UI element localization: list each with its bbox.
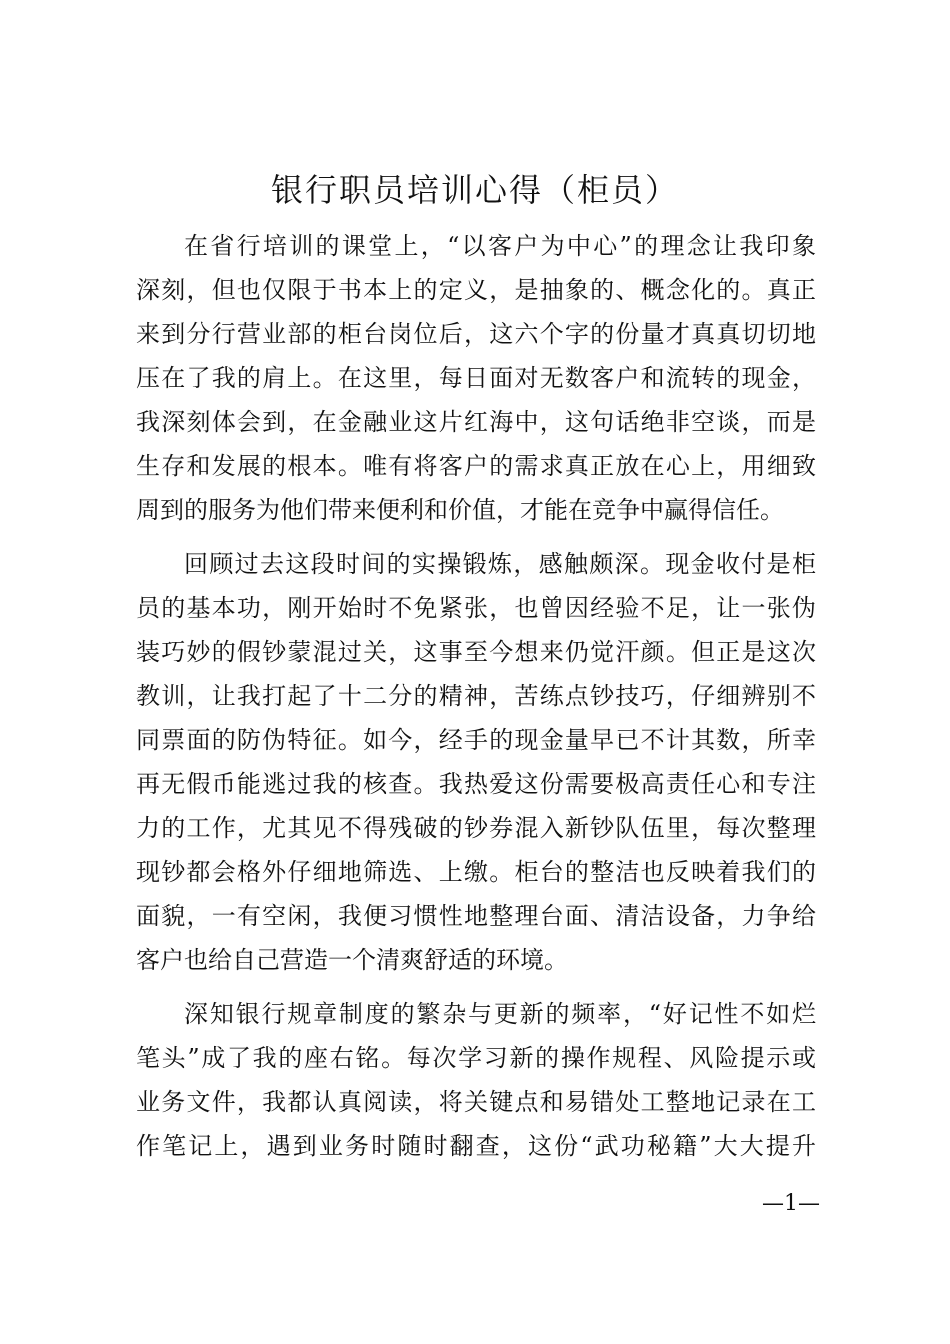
text-line: 来到分行营业部的柜台岗位后，这六个字的份量才真真切切地 xyxy=(136,320,816,348)
text-line: 业务文件，我都认真阅读，将关键点和易错处工整地记录在工 xyxy=(136,1088,816,1116)
page-title: 银行职员培训心得（柜员） xyxy=(270,171,679,209)
text-line: 作笔记上，遇到业务时随时翻查，这份“武功秘籍”大大提升 xyxy=(136,1132,816,1160)
document-body xyxy=(136,224,816,1168)
text-line: 教训，让我打起了十二分的精神，苦练点钞技巧，仔细辨别不 xyxy=(136,682,816,710)
text-line: 周到的服务为他们带来便利和价值，才能在竞争中赢得信任。 xyxy=(136,496,784,524)
text-line: 客户也给自己营造一个清爽舒适的环境。 xyxy=(136,946,568,974)
text-line: 力的工作，尤其见不得残破的钞券混入新钞队伍里，每次整理 xyxy=(136,814,816,842)
text-line: 深刻，但也仅限于书本上的定义，是抽象的、概念化的。真正 xyxy=(136,276,816,304)
page-number: —1— xyxy=(762,1191,820,1216)
text-line: 再无假币能逃过我的核查。我热爱这份需要极高责任心和专注 xyxy=(136,770,816,798)
text-line: 深知银行规章制度的繁杂与更新的频率，“好记性不如烂 xyxy=(184,1000,816,1028)
text-line: 压在了我的肩上。在这里，每日面对无数客户和流转的现金， xyxy=(136,364,816,392)
text-line: 面貌，一有空闲，我便习惯性地整理台面、清洁设备，力争给 xyxy=(136,902,816,930)
paragraph-1 xyxy=(136,224,816,532)
paragraph-2 xyxy=(136,542,816,982)
text-line: 同票面的防伪特征。如今，经手的现金量早已不计其数，所幸 xyxy=(136,726,816,754)
text-line: 我深刻体会到，在金融业这片红海中，这句话绝非空谈，而是 xyxy=(136,408,816,436)
text-line: 在省行培训的课堂上，“以客户为中心”的理念让我印象 xyxy=(184,232,816,260)
paragraph-3 xyxy=(136,992,816,1168)
text-line: 装巧妙的假钞蒙混过关，这事至今想来仍觉汗颜。但正是这次 xyxy=(136,638,816,666)
text-line: 回顾过去这段时间的实操锻炼，感触颇深。现金收付是柜 xyxy=(184,550,816,578)
text-line: 笔头”成了我的座右铭。每次学习新的操作规程、风险提示或 xyxy=(136,1044,816,1072)
text-line: 现钞都会格外仔细地筛选、上缴。柜台的整洁也反映着我们的 xyxy=(136,858,816,886)
text-line: 生存和发展的根本。唯有将客户的需求真正放在心上，用细致 xyxy=(136,452,816,480)
text-line: 员的基本功，刚开始时不免紧张，也曾因经验不足，让一张伪 xyxy=(136,594,816,622)
